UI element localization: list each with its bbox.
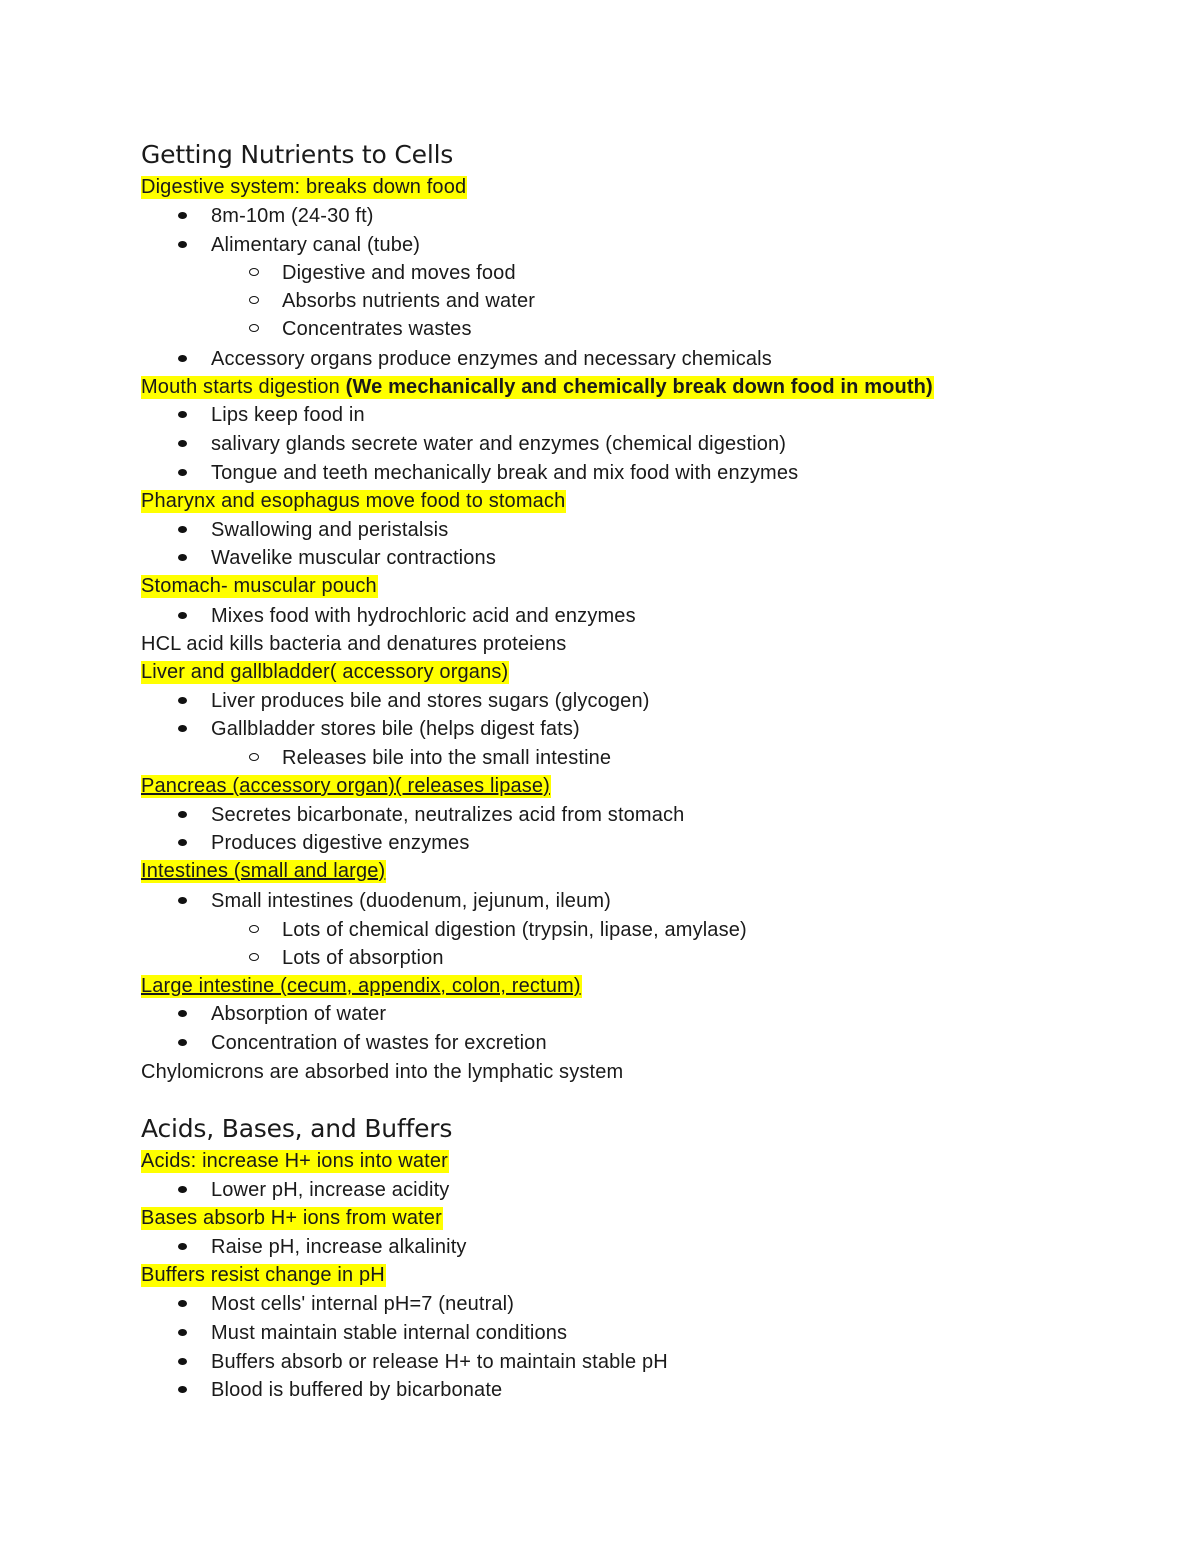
hollow-bullet-icon xyxy=(249,953,259,961)
topic-intestines: Intestines (small and large) xyxy=(141,860,386,882)
bullet-icon xyxy=(178,897,187,904)
sub-list-item: Lots of chemical digestion (trypsin, lipase, amylase) xyxy=(282,919,747,941)
bullet-icon xyxy=(178,1243,187,1250)
topic-pharynx: Pharynx and esophagus move food to stomach xyxy=(141,490,566,512)
plain-line: Chylomicrons are absorbed into the lymphatic system xyxy=(141,1061,624,1083)
topic-mouth: Mouth starts digestion (We mechanically and chemically break down food in mouth) xyxy=(141,376,933,398)
bullet-icon xyxy=(178,1329,187,1336)
list-item: salivary glands secrete water and enzymes (chemical digestion) xyxy=(211,433,787,455)
bullet-icon xyxy=(178,1358,187,1365)
topic-acids: Acids: increase H+ ions into water xyxy=(141,1150,448,1172)
bullet-icon xyxy=(178,839,187,846)
sub-list-item: Releases bile into the small intestine xyxy=(282,747,612,769)
list-item: Mixes food with hydrochloric acid and enzymes xyxy=(211,605,636,627)
bullet-icon xyxy=(178,440,187,447)
bullet-icon xyxy=(178,1039,187,1046)
bullet-icon xyxy=(178,1300,187,1307)
bullet-icon xyxy=(178,725,187,732)
heading-nutrients: Getting Nutrients to Cells xyxy=(141,140,454,169)
list-item: Lower pH, increase acidity xyxy=(211,1179,450,1201)
bullet-icon xyxy=(178,355,187,362)
hollow-bullet-icon xyxy=(249,753,259,761)
topic-liver: Liver and gallbladder( accessory organs) xyxy=(141,661,509,683)
topic-bases: Bases absorb H+ ions from water xyxy=(141,1207,442,1229)
list-item: Raise pH, increase alkalinity xyxy=(211,1236,467,1258)
list-item: Accessory organs produce enzymes and necessary chemicals xyxy=(211,348,772,370)
heading-acids-bases: Acids, Bases, and Buffers xyxy=(141,1114,453,1143)
list-item: Buffers absorb or release H+ to maintain stable pH xyxy=(211,1351,668,1373)
list-item: Alimentary canal (tube) xyxy=(211,234,421,256)
list-item: Must maintain stable internal conditions xyxy=(211,1322,568,1344)
topic-large-intestine: Large intestine (cecum, appendix, colon, rectum) xyxy=(141,975,581,997)
bullet-icon xyxy=(178,697,187,704)
list-item: Liver produces bile and stores sugars (glycogen) xyxy=(211,690,650,712)
bullet-icon xyxy=(178,1186,187,1193)
list-item: Swallowing and peristalsis xyxy=(211,519,449,541)
list-item: Small intestines (duodenum, jejunum, ileum) xyxy=(211,890,611,912)
bullet-icon xyxy=(178,554,187,561)
bullet-icon xyxy=(178,212,187,219)
sub-list-item: Absorbs nutrients and water xyxy=(282,290,536,312)
list-item: 8m-10m (24-30 ft) xyxy=(211,205,374,227)
bullet-icon xyxy=(178,526,187,533)
hollow-bullet-icon xyxy=(249,296,259,304)
list-item: Secretes bicarbonate, neutralizes acid from stomach xyxy=(211,804,685,826)
list-item: Wavelike muscular contractions xyxy=(211,547,496,569)
list-item: Concentration of wastes for excretion xyxy=(211,1032,547,1054)
bullet-icon xyxy=(178,612,187,619)
bullet-icon xyxy=(178,241,187,248)
topic-buffers: Buffers resist change in pH xyxy=(141,1264,385,1286)
list-item: Lips keep food in xyxy=(211,404,365,426)
sub-list-item: Lots of absorption xyxy=(282,947,444,969)
list-item: Gallbladder stores bile (helps digest fats) xyxy=(211,718,580,740)
plain-line: HCL acid kills bacteria and denatures proteiens xyxy=(141,633,567,655)
list-item: Absorption of water xyxy=(211,1003,387,1025)
topic-stomach: Stomach- muscular pouch xyxy=(141,575,377,597)
list-item: Most cells' internal pH=7 (neutral) xyxy=(211,1293,515,1315)
bullet-icon xyxy=(178,469,187,476)
sub-list-item: Digestive and moves food xyxy=(282,262,516,284)
bullet-icon xyxy=(178,1386,187,1393)
bullet-icon xyxy=(178,811,187,818)
topic-pancreas: Pancreas (accessory organ)( releases lipase) xyxy=(141,775,550,797)
bullet-icon xyxy=(178,411,187,418)
sub-list-item: Concentrates wastes xyxy=(282,318,472,340)
hollow-bullet-icon xyxy=(249,268,259,276)
topic-digestive: Digestive system: breaks down food xyxy=(141,176,467,198)
bullet-icon xyxy=(178,1010,187,1017)
list-item: Produces digestive enzymes xyxy=(211,832,470,854)
list-item: Blood is buffered by bicarbonate xyxy=(211,1379,503,1401)
hollow-bullet-icon xyxy=(249,925,259,933)
hollow-bullet-icon xyxy=(249,324,259,332)
list-item: Tongue and teeth mechanically break and mix food with enzymes xyxy=(211,462,799,484)
